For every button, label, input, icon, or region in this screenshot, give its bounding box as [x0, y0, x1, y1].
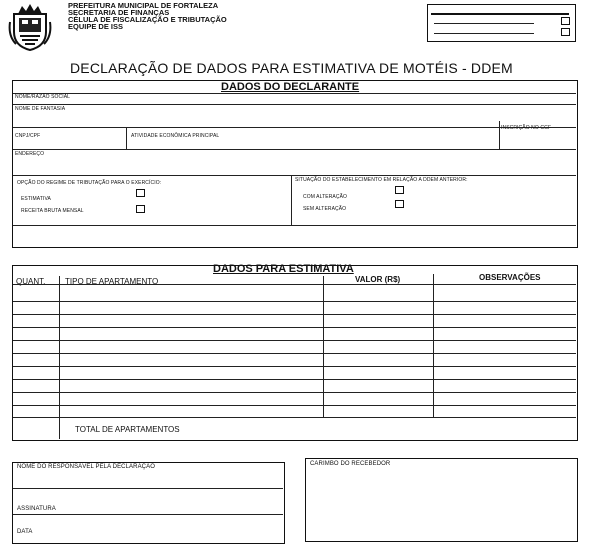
inscricao-label: INSCRIÇÃO NO CGF: [501, 125, 552, 131]
form-title: DECLARAÇÃO DE DADOS PARA ESTIMATIVA DE MOTÉIS - DDEM: [70, 60, 513, 76]
atividade-label: ATIVIDADE ECONÔMICA PRINCIPAL: [131, 133, 220, 139]
coat-of-arms-icon: [8, 2, 52, 52]
col-valor-header: VALOR (R$): [355, 275, 401, 284]
situacao-com-checkbox[interactable]: [395, 186, 404, 194]
situacao-option-sem: SEM ALTERAÇÃO: [303, 206, 347, 212]
assinatura-label: ASSINATURA: [17, 506, 56, 512]
regime-option-estimativa: ESTIMATIVA: [21, 196, 51, 202]
carimbo-label: CARIMBO DO RECEBEDOR: [310, 461, 391, 467]
situacao-sem-checkbox[interactable]: [395, 200, 404, 208]
estimativa-section: [12, 265, 578, 441]
fantasia-label: NOME DE FANTASIA: [15, 106, 66, 112]
declarante-section: [12, 80, 578, 248]
endereco-label: ENDEREÇO: [15, 151, 45, 157]
total-label: TOTAL DE APARTAMENTOS: [75, 425, 180, 434]
razao-social-label: NOME/RAZÃO SOCIAL: [15, 94, 71, 100]
carimbo-box: [305, 458, 578, 542]
regime-label: OPÇÃO DO REGIME DE TRIBUTAÇÃO PARA O EXERCÍCIO:: [17, 180, 162, 186]
col-obs-header: OBSERVAÇÕES: [479, 273, 541, 282]
header-line-1: PREFEITURA MUNICIPAL DE FORTALEZA: [68, 1, 219, 10]
header-org-block: [68, 2, 227, 30]
header-line-2: SECRETARIA DE FINANÇAS: [68, 8, 170, 17]
situacao-label: SITUAÇÃO DO ESTABELECIMENTO EM RELAÇÃO A DDEM ANTERIOR:: [295, 177, 468, 183]
situacao-option-com: COM ALTERAÇÃO: [303, 194, 347, 200]
header-line-4: EQUIPE DE ISS: [68, 22, 124, 31]
col-tipo-header: TIPO DE APARTAMENTO: [65, 277, 159, 286]
header-line-3: CÉLULA DE FISCALIZAÇÃO E TRIBUTAÇÃO: [68, 15, 227, 24]
regime-estimativa-checkbox[interactable]: [136, 189, 145, 197]
regime-receita-checkbox[interactable]: [136, 205, 145, 213]
col-quant-header: QUANT.: [16, 277, 46, 286]
protocol-box: [427, 4, 576, 42]
regime-option-receita: RECEITA BRUTA MENSAL: [21, 208, 84, 214]
responsavel-box: [12, 462, 285, 544]
responsavel-label: NOME DO RESPONSÁVEL PELA DECLARAÇÃO: [17, 464, 155, 470]
data-label: DATA: [17, 529, 33, 535]
estimativa-title: DADOS PARA ESTIMATIVA: [213, 263, 354, 275]
declarante-title: DADOS DO DECLARANTE: [221, 81, 360, 93]
cnpj-label: CNPJ/CPF: [15, 133, 41, 139]
